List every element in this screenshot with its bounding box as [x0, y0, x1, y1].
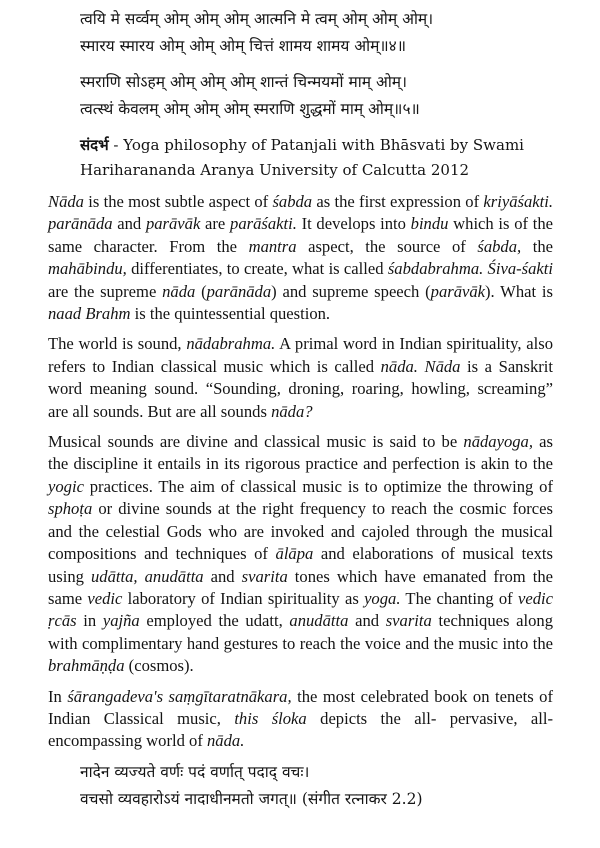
sanskrit-verse-5 — [80, 69, 553, 123]
sanskrit-sloka — [80, 759, 553, 813]
paragraph-world-is-sound: The world is sound, nādabrahma. A primal word in Indian spirituality, also refers to Indian classical music which is called nāda. Nāda is a Sanskrit word meaning sound. “Sounding, droning, roaring, howling, screaming” are all sounds. But are all sounds nāda? — [48, 334, 553, 421]
reference-dash: - — [108, 136, 124, 154]
reference-text: Yoga philosophy of Patanjali with Bhāsvati by Swami Hariharananda Aranya University of Calcutta 2012 — [80, 136, 524, 179]
reference-citation — [80, 133, 553, 183]
verse-line: नादेन व्यज्यते वर्णः पदं वर्णात् पदाद् वचः। — [80, 762, 310, 781]
paragraph-sangitaratnakara: In śārangadeva's saṃgītaratnākara, the most celebrated book on tenets of Indian Classical music, this śloka depicts the all- pervasive, all-encompassing world of nāda. — [48, 686, 553, 751]
verse-line: त्वयि मे सर्व्वम् ओम् ओम् ओम् आत्मनि मे त्वम् ओम् ओम् ओम्। — [80, 10, 434, 28]
verse-line: त्वत्स्थं केवलम् ओम् ओम् ओम् स्मराणि शुद्धमों माम् ओम्॥५॥ — [80, 100, 420, 118]
paragraph-musical-sounds: Musical sounds are divine and classical music is said to be nādayoga, as the discipline it entails in its rigorous practice and perfection is akin to the yogic practices. The aim of classical music is to optimize the throwing of sphoṭa or divine sounds at the right frequency to reach the cosmic forces and the celestial Gods who are invoked and cajoled through the musical compositions and techniques of ālāpa and elaborations of musical texts using udātta, anudātta and svarita tones which have emanated from the same vedic laboratory of Indian spirituality as yoga. The chanting of vedic ṛcās in yajña employed the udatt, anudātta and svarita techniques along with complimentary hand gestures to reach the voice and the music into the brahmāṇḍa (cosmos). — [48, 432, 553, 676]
reference-label: संदर्भ — [80, 136, 109, 154]
paragraph-nada-subtle: Nāda is the most subtle aspect of śabda as the first expression of kriyāśakti. parānāda and parāvāk are parāśakti. It develops into bindu which is of the same character. From the mantra aspect, the source of śabda, the mahābindu, differentiates, to create, what is called śabdabrahma. Śiva-śakti are the supreme nāda (parānāda) and supreme speech (parāvāk). What is naad Brahm is the quintessential question. — [48, 192, 554, 324]
verse-line: स्मारय स्मारय ओम् ओम् ओम् चित्तं शामय शामय ओम्॥४॥ — [80, 37, 407, 55]
sanskrit-verse-4 — [80, 6, 553, 60]
verse-line: स्मराणि सोऽहम् ओम् ओम् ओम् शान्तं चिन्मयमों माम् ओम्। — [80, 73, 407, 91]
verse-line: वचसो व्यवहारोऽयं नादाधीनमतो जगत्॥ (संगीत रत्नाकर 2.2) — [80, 789, 423, 808]
